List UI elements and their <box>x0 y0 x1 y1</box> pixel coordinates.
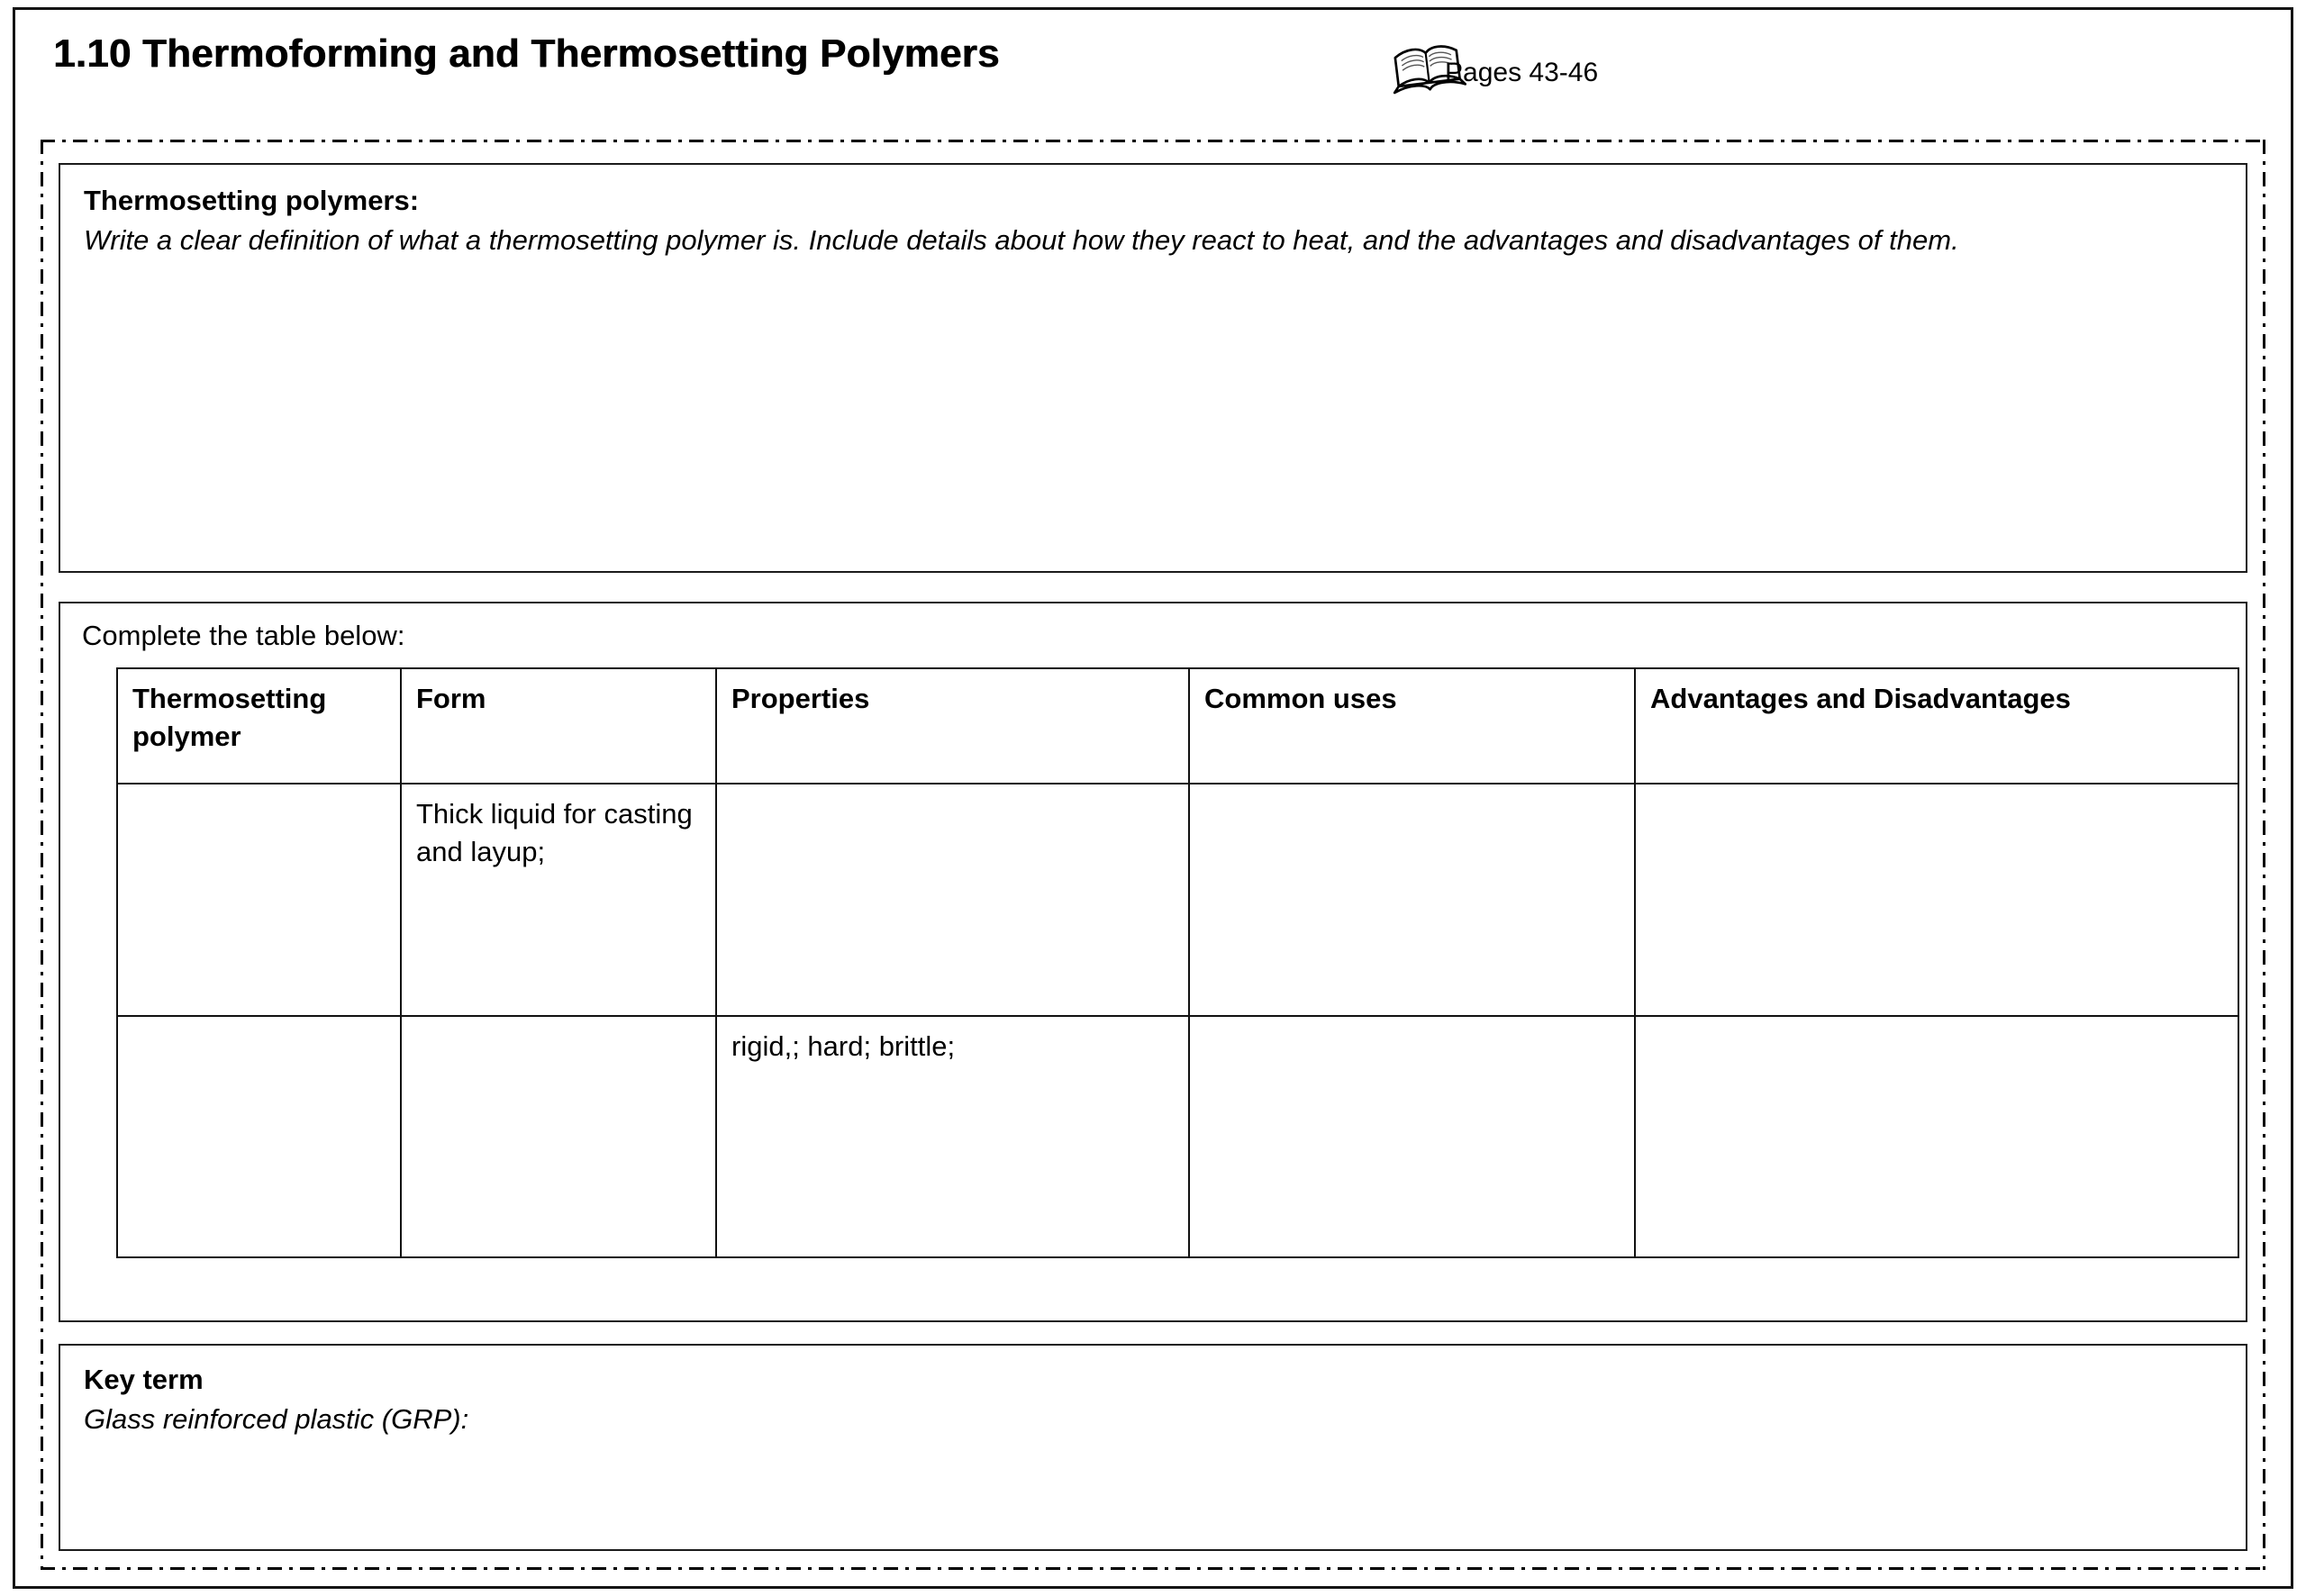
key-term-answer-area[interactable] <box>84 1441 2222 1535</box>
pages-reference <box>1387 42 1598 103</box>
cell-r1-polymer[interactable] <box>117 784 401 1016</box>
key-term-label: Glass reinforced plastic (GRP): <box>84 1403 469 1436</box>
definition-answer-area[interactable] <box>84 262 2222 555</box>
cell-r1-form[interactable]: Thick liquid for casting and layup; <box>401 784 716 1016</box>
table-header-row <box>117 668 2238 784</box>
definition-heading: Thermosetting polymers: <box>84 185 420 216</box>
column-header-properties: Properties <box>716 668 1189 784</box>
dash-border-bottom <box>41 1567 2265 1570</box>
cell-r2-properties[interactable]: rigid,; hard; brittle; <box>716 1016 1189 1257</box>
spacer <box>59 573 2247 602</box>
definition-box <box>59 163 2247 573</box>
dash-border-right <box>2263 140 2265 1570</box>
cell-r2-polymer[interactable] <box>117 1016 401 1257</box>
column-header-thermosetting-polymer: Thermosetting polymer <box>117 668 401 784</box>
dash-border-left <box>41 140 43 1570</box>
key-term-heading: Key term <box>84 1364 204 1395</box>
cell-r2-form[interactable] <box>401 1016 716 1257</box>
table-row <box>117 1016 2238 1257</box>
definition-prompt: Write a clear definition of what a thermosetting polymer is. Include details about how they react to heat, and the advantages and disadvantages of them. <box>84 224 1959 257</box>
column-header-form: Form <box>401 668 716 784</box>
column-header-common-uses: Common uses <box>1189 668 1635 784</box>
polymers-table <box>116 667 2239 1258</box>
worksheet-outline <box>41 140 2265 1570</box>
spacer <box>59 1322 2247 1344</box>
cell-r1-advantages[interactable] <box>1635 784 2238 1016</box>
page-title: 1.10 Thermoforming and Thermosetting Polymers <box>53 32 1000 76</box>
cell-r2-advantages[interactable] <box>1635 1016 2238 1257</box>
table-section-box <box>59 602 2247 1322</box>
dash-border-top <box>41 140 2265 142</box>
pages-ref-text: Pages 43-46 <box>1445 57 1599 87</box>
cell-r2-uses[interactable] <box>1189 1016 1635 1257</box>
cell-r1-properties[interactable] <box>716 784 1189 1016</box>
table-row <box>117 784 2238 1016</box>
worksheet-page <box>13 7 2293 1589</box>
key-term-box <box>59 1344 2247 1551</box>
cell-r1-uses[interactable] <box>1189 784 1635 1016</box>
column-header-advantages-disadvantages: Advantages and Disadvantages <box>1635 668 2238 784</box>
worksheet-header <box>41 26 2265 140</box>
table-instruction: Complete the table below: <box>82 620 405 651</box>
